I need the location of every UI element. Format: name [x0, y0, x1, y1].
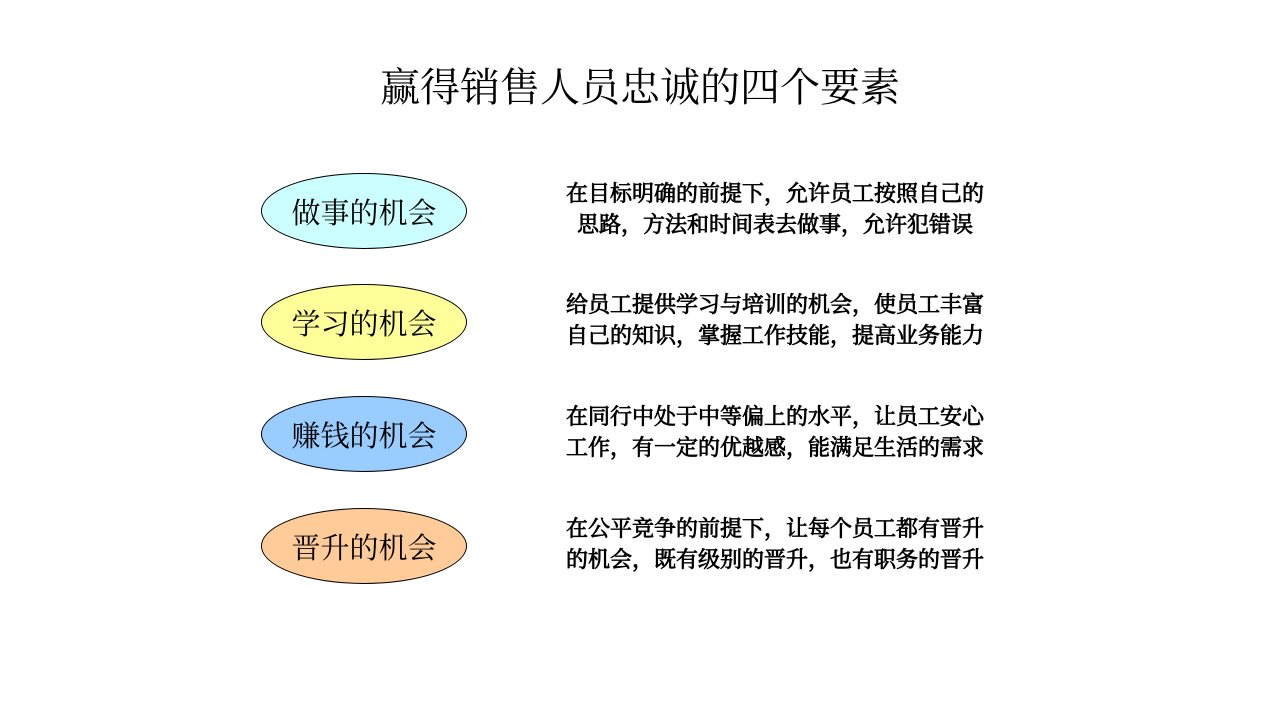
factor-oval-earning — [261, 396, 467, 472]
factor-oval-promotion — [261, 508, 467, 584]
factor-oval-work — [261, 173, 467, 249]
slide-title: 赢得销售人员忠诚的四个要素 — [380, 65, 900, 111]
factor-row-learning — [0, 284, 1280, 364]
factor-description-line: 的机会，既有级别的晋升，也有职务的晋升 — [565, 548, 984, 573]
factor-description-line: 在公平竞争的前提下，让每个员工都有晋升 — [565, 517, 984, 542]
factor-description — [525, 290, 1025, 352]
factor-label: 晋升的机会 — [291, 530, 437, 565]
factor-label: 学习的机会 — [291, 306, 437, 341]
factor-description-line: 自己的知识，掌握工作技能，提高业务能力 — [565, 324, 984, 349]
factor-description-line: 在同行中处于中等偏上的水平，让员工安心 — [565, 405, 984, 430]
factor-description — [525, 402, 1025, 464]
factor-description-line: 在目标明确的前提下，允许员工按照自己的 — [565, 182, 984, 207]
factor-row-work — [0, 173, 1280, 253]
factor-description-line: 思路，方法和时间表去做事，允许犯错误 — [576, 213, 973, 238]
factor-label: 做事的机会 — [291, 195, 437, 230]
factor-row-earning — [0, 396, 1280, 476]
factor-row-promotion — [0, 508, 1280, 588]
factor-description-line: 给员工提供学习与培训的机会，使员工丰富 — [565, 293, 984, 318]
factor-description — [525, 179, 1025, 241]
factor-description — [525, 514, 1025, 576]
factor-oval-learning — [261, 284, 467, 360]
factor-label: 赚钱的机会 — [291, 418, 437, 453]
factor-description-line: 工作，有一定的优越感，能满足生活的需求 — [565, 436, 984, 461]
